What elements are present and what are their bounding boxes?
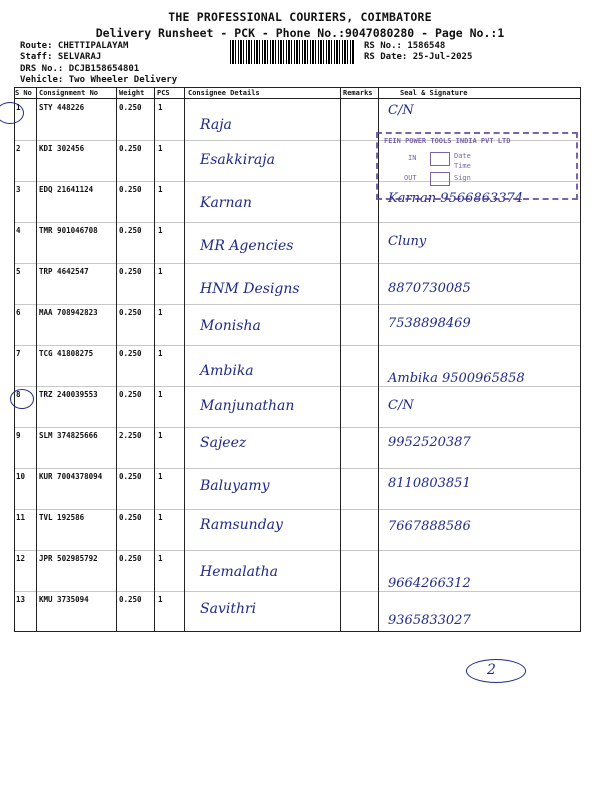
- row-consignment: TVL 192586: [39, 513, 85, 522]
- row-sno: 11: [16, 513, 26, 522]
- row-pcs: 1: [158, 554, 163, 563]
- row-consignee: Savithri: [200, 601, 257, 617]
- row-weight: 0.250: [119, 267, 142, 276]
- row-pcs: 1: [158, 472, 163, 481]
- row-weight: 2.250: [119, 431, 142, 440]
- row-weight: 0.250: [119, 472, 142, 481]
- row-pcs: 1: [158, 349, 163, 358]
- row-sno: 5: [16, 267, 21, 276]
- row-consignee: Ambika: [200, 363, 254, 379]
- row-weight: 0.250: [119, 226, 142, 235]
- company-stamp: [376, 132, 578, 200]
- row-consignee: MR Agencies: [200, 238, 294, 254]
- row-sno: 7: [16, 349, 21, 358]
- row-sno: 8: [16, 390, 21, 399]
- column-consignment: Consignment No: [39, 89, 99, 97]
- column-remarks: Remarks: [343, 89, 373, 97]
- row-signature: 8110803851: [388, 476, 471, 491]
- row-sno: 2: [16, 144, 21, 153]
- row-signature: Ambika 9500965858: [388, 371, 525, 386]
- row-consignment: SLM 374825666: [39, 431, 98, 440]
- table-row: [0, 550, 600, 591]
- staff-label: Staff: SELVARAJ: [20, 52, 102, 62]
- row-consignment: KUR 7004378094: [39, 472, 103, 481]
- table-row: [0, 304, 600, 345]
- row-consignee: Manjunathan: [200, 398, 295, 414]
- table-row: [0, 591, 600, 632]
- row-pcs: 1: [158, 144, 163, 153]
- row-consignment: TRP 4642547: [39, 267, 89, 276]
- company-title: THE PROFESSIONAL COURIERS, COIMBATORE: [168, 10, 432, 24]
- table-row: [0, 509, 600, 550]
- row-signature: C/N: [388, 103, 414, 118]
- row-pcs: 1: [158, 226, 163, 235]
- row-pcs: 1: [158, 103, 163, 112]
- row-weight: 0.250: [119, 554, 142, 563]
- row-pcs: 1: [158, 267, 163, 276]
- column-sno: S No: [15, 89, 32, 97]
- row-consignment: TRZ 240039553: [39, 390, 98, 399]
- row-sno: 13: [16, 595, 26, 604]
- stamp-time: Time: [454, 162, 471, 170]
- row-weight: 0.250: [119, 144, 142, 153]
- row-sno: 9: [16, 431, 21, 440]
- row-pcs: 1: [158, 185, 163, 194]
- row-consignee: Raja: [200, 117, 232, 133]
- page-mark: 2: [487, 662, 496, 678]
- row-sno: 3: [16, 185, 21, 194]
- row-consignment: MAA 708942823: [39, 308, 98, 317]
- row-consignment: STY 448226: [39, 103, 85, 112]
- column-seal: Seal & Signature: [400, 89, 468, 97]
- row-pcs: 1: [158, 595, 163, 604]
- page-mark-circle: [466, 659, 526, 683]
- row-signature: Karnan 9566863374: [388, 191, 524, 206]
- row-consignee: Sajeez: [200, 435, 247, 451]
- row-signature: 8870730085: [388, 281, 471, 296]
- column-weight: Weight: [119, 89, 145, 97]
- row-consignee: HNM Designs: [200, 281, 300, 297]
- stamp-in: IN: [408, 154, 417, 162]
- row-pcs: 1: [158, 513, 163, 522]
- vehicle-label: Vehicle: Two Wheeler Delivery: [20, 75, 178, 85]
- row-weight: 0.250: [119, 390, 142, 399]
- drs-label: DRS No.: DCJB158654801: [20, 64, 140, 74]
- row-consignment: KDI 302456: [39, 144, 85, 153]
- table-row: [0, 263, 600, 304]
- rs-date: RS Date: 25-Jul-2025: [364, 52, 473, 62]
- stamp-sign: Sign: [454, 174, 471, 182]
- runsheet-subtitle: Delivery Runsheet - PCK - Phone No.:9047080280 - Page No.:1: [95, 26, 505, 40]
- circle-mark-8: [10, 389, 34, 409]
- row-consignment: EDQ 21641124: [39, 185, 94, 194]
- row-signature: 7538898469: [388, 316, 471, 331]
- barcode-image: [230, 40, 354, 64]
- row-consignee: Baluyamy: [200, 478, 270, 494]
- stamp-company: FEIN POWER TOOLS INDIA PVT LTD: [384, 137, 511, 145]
- row-signature: 9952520387: [388, 435, 471, 450]
- row-consignee: Ramsunday: [200, 517, 283, 533]
- row-weight: 0.250: [119, 308, 142, 317]
- rs-number: RS No.: 1586548: [364, 41, 446, 51]
- table-row: [0, 468, 600, 509]
- table-row: [0, 386, 600, 427]
- row-signature: 9365833027: [388, 613, 471, 628]
- row-consignee: Monisha: [200, 318, 261, 334]
- column-pcs: PCS: [157, 89, 170, 97]
- table-row: [0, 222, 600, 263]
- row-weight: 0.250: [119, 185, 142, 194]
- row-signature: 7667888586: [388, 519, 471, 534]
- row-sno: 6: [16, 308, 21, 317]
- row-weight: 0.250: [119, 103, 142, 112]
- table-row: [0, 427, 600, 468]
- row-weight: 0.250: [119, 513, 142, 522]
- column-consignee: Consignee Details: [188, 89, 260, 97]
- row-consignee: Hemalatha: [200, 564, 278, 580]
- row-consignment: KMU 3735094: [39, 595, 89, 604]
- table-row: [0, 345, 600, 386]
- row-signature: C/N: [388, 398, 414, 413]
- row-sno: 1: [16, 103, 21, 112]
- row-sno: 12: [16, 554, 26, 563]
- row-pcs: 1: [158, 390, 163, 399]
- row-signature: Cluny: [388, 234, 427, 249]
- stamp-out: OUT: [404, 174, 417, 182]
- row-signature: 9664266312: [388, 576, 471, 591]
- row-consignment: TMR 901046708: [39, 226, 98, 235]
- row-pcs: 1: [158, 431, 163, 440]
- row-consignment: JPR 502985792: [39, 554, 98, 563]
- row-weight: 0.250: [119, 349, 142, 358]
- row-sno: 4: [16, 226, 21, 235]
- row-consignee: Karnan: [200, 195, 252, 211]
- row-sno: 10: [16, 472, 26, 481]
- stamp-date: Date: [454, 152, 471, 160]
- route-label: Route: CHETTIPALAYAM: [20, 41, 129, 51]
- row-pcs: 1: [158, 308, 163, 317]
- row-weight: 0.250: [119, 595, 142, 604]
- row-consignee: Esakkiraja: [200, 152, 275, 168]
- row-consignment: TCG 41808275: [39, 349, 94, 358]
